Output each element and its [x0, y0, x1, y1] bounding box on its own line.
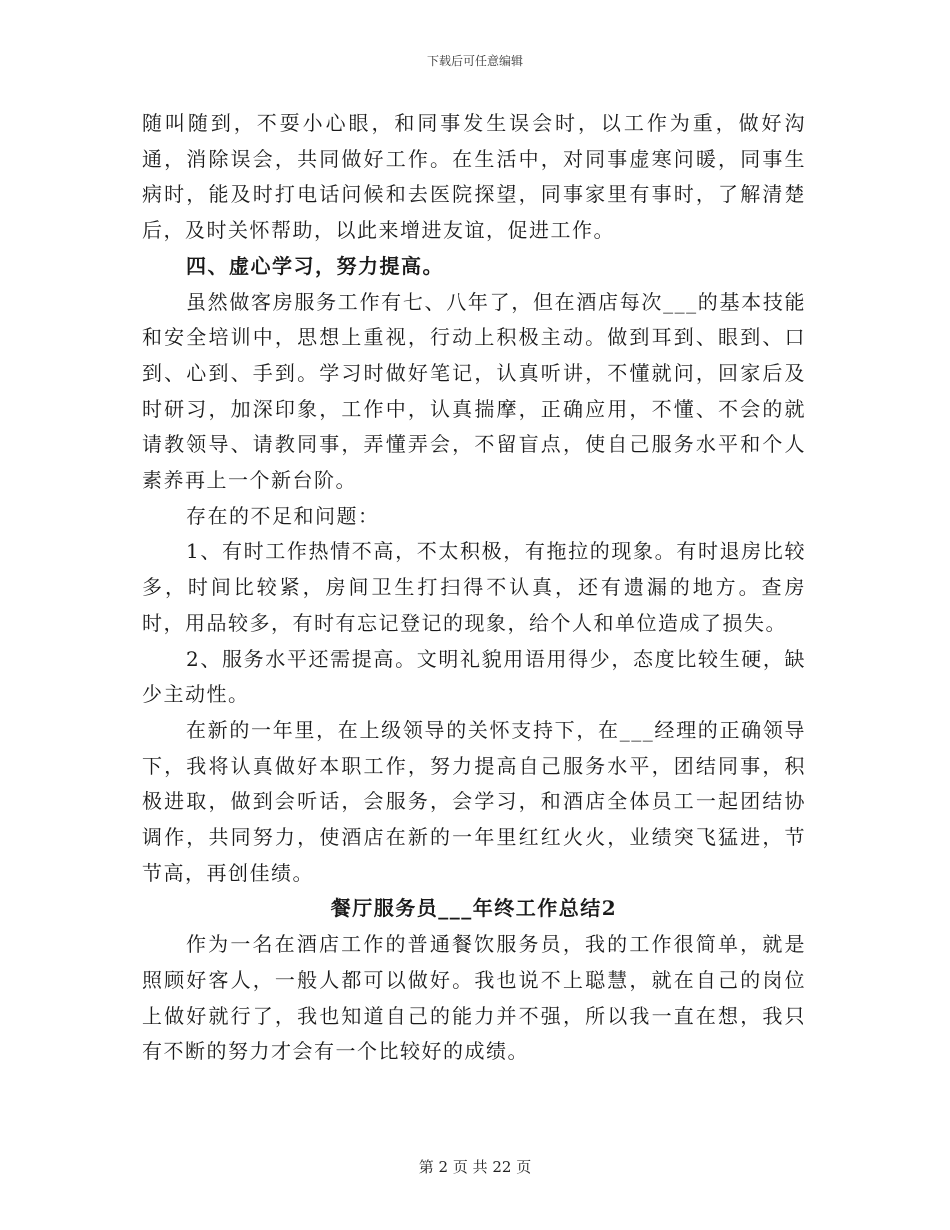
page-footer: 第 2 页 共 22 页: [418, 1158, 532, 1176]
paragraph-shortcoming-1: 1、有时工作热情不高，不太积极，有拖拉的现象。有时退房比较多，时间比较紧，房间卫生打扫得不认真，还有遗漏的地方。查房时，用品较多，有时有忘记登记的现象，给个人和单位造成了损失。: [142, 539, 806, 635]
paragraph-shortcoming-2: 2、服务水平还需提高。文明礼貌用语用得少，态度比较生硬，缺少主动性。: [142, 646, 806, 707]
section-heading-4: 四、虚心学习，努力提高。: [186, 253, 444, 278]
paragraph-summary-2: 作为一名在酒店工作的普通餐饮服务员，我的工作很简单，就是照顾好客人，一般人都可以做好。我也说不上聪慧，就在自己的岗位上做好就行了，我也知道自己的能力并不强，所以我一直在想，我只有不断的努力才会有一个比较好的成绩。: [142, 932, 806, 1064]
paragraph-continued: 随叫随到，不耍小心眼，和同事发生误会时，以工作为重，做好沟通，消除误会，共同做好工作。在生活中，对同事虚寒问暖，同事生病时，能及时打电话问候和去医院探望，同事家里有事时，了解清楚后，及时关怀帮助，以此来增进友谊，促进工作。: [142, 111, 806, 243]
paragraph-learning: 虽然做客房服务工作有七、八年了，但在酒店每次___的基本技能和安全培训中，思想上重视，行动上积极主动。做到耳到、眼到、口到、心到、手到。学习时做好笔记，认真听讲，不懂就问，回家后及时研习，加深印象，工作中，认真揣摩，正确应用，不懂、不会的就请教领导、请教同事，弄懂弄会，不留盲点，使自己服务水平和个人素养再上一个新台阶。: [142, 289, 806, 493]
section-title-2: 餐厅服务员___年终工作总结2: [330, 896, 618, 921]
paragraph-new-year: 在新的一年里，在上级领导的关怀支持下，在___经理的正确领导下，我将认真做好本职工作，努力提高自己服务水平，团结同事，积极进取，做到会听话，会服务，会学习，和酒店全体员工一起团结协调作，共同努力，使酒店在新的一年里红红火火，业绩突飞猛进，节节高，再创佳绩。: [142, 717, 806, 885]
paragraph-shortcomings-heading: 存在的不足和问题：: [186, 503, 380, 528]
document-body: [142, 106, 806, 1070]
page-header: 下载后可任意编辑: [426, 54, 523, 68]
